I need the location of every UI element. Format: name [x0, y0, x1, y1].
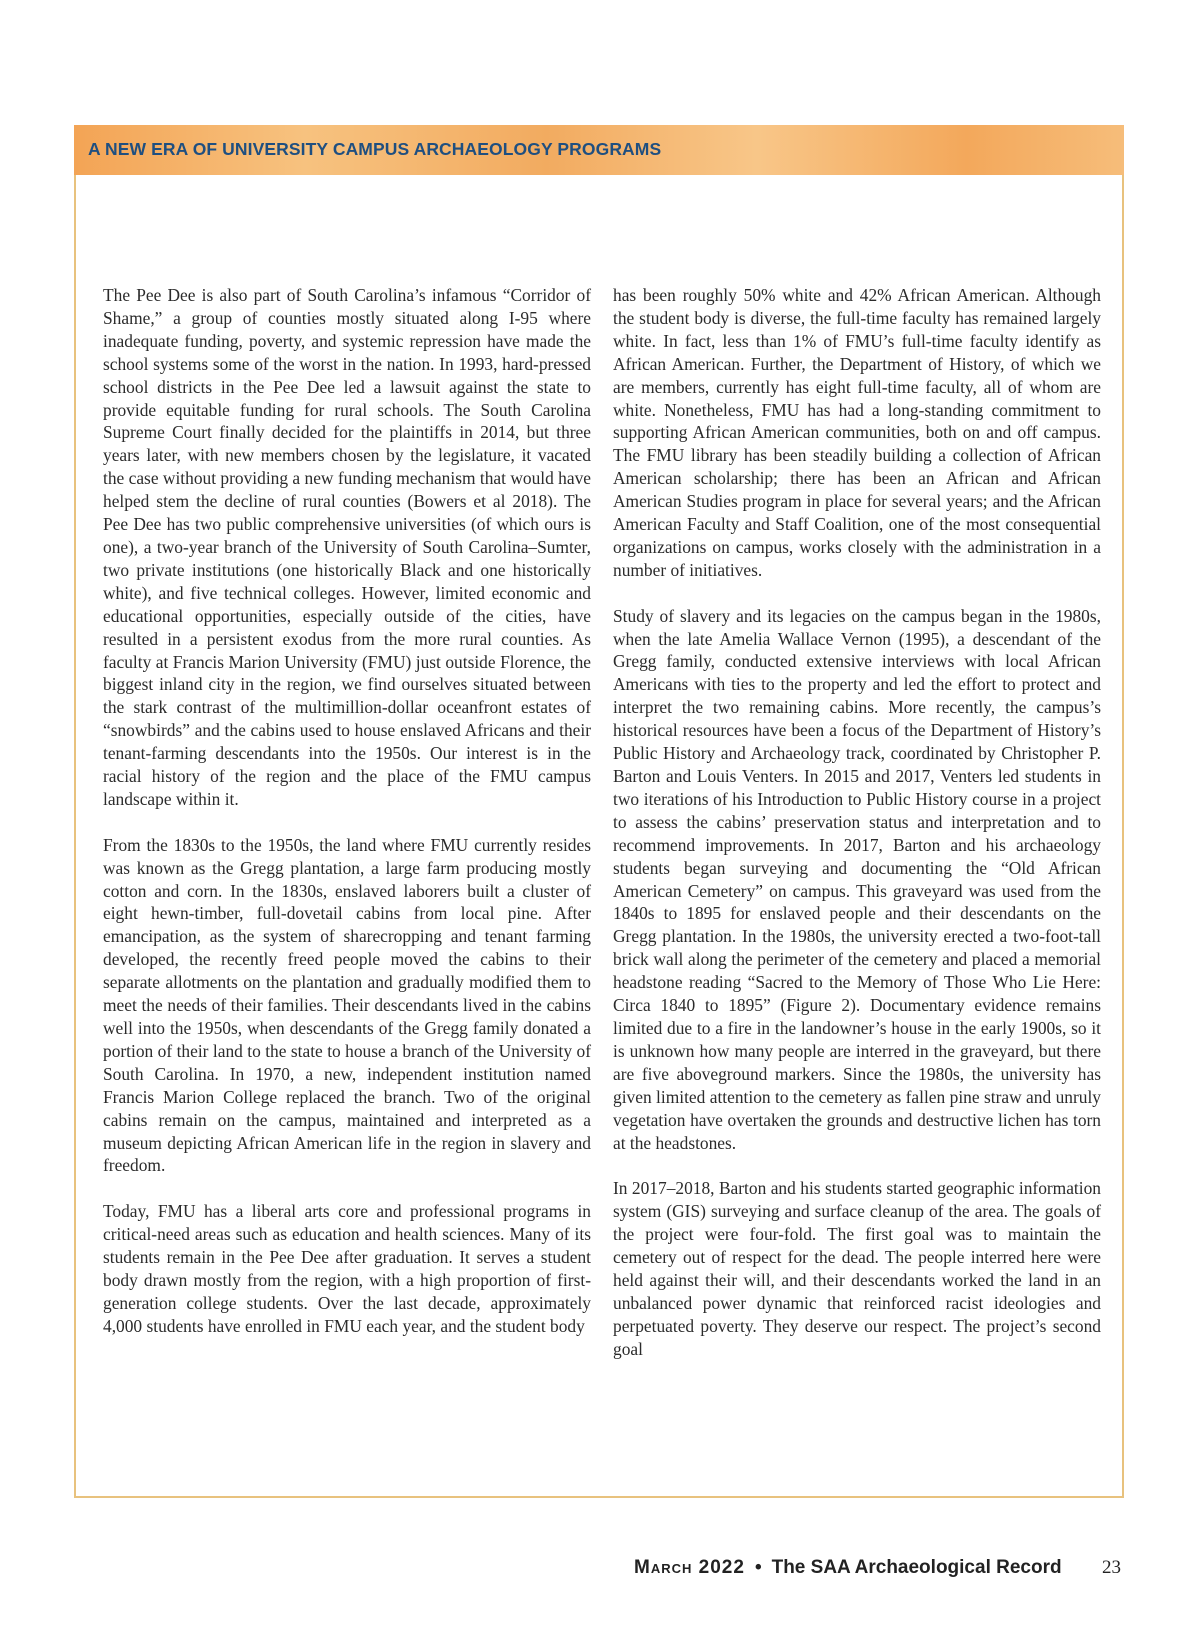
section-banner	[74, 125, 1124, 175]
publication-title: The SAA Archaeological Record	[771, 1557, 1062, 1578]
right-column	[613, 284, 1101, 1383]
body-paragraph: Today, FMU has a liberal arts core and professional programs in critical-need areas such as education and health sciences. Many of its students remain in the Pee Dee after graduation. It serves a student body drawn mostly from the region, with a high proportion of first-generation college students. Over the last decade, approximately 4,000 students have enrolled in FMU each year, and the student body	[103, 1201, 591, 1336]
body-paragraph: From the 1830s to the 1950s, the land where FMU currently resides was known as the Gregg plantation, a large farm producing mostly cotton and corn. In the 1830s, enslaved laborers built a cluster of eight hewn-timber, full-dovetail cabins from local pine. After emancipation, as the system of sharecropping and tenant farming developed, the recently freed people moved the cabins to their separate allotments on the plantation and gradually modified them to meet the needs of their families. Their descendants lived in the cabins well into the 1950s, when descendants of the Gregg family donated a portion of their land to the state to house a branch of the University of South Carolina. In 1970, a new, independent institution named Francis Marion College replaced the branch. Two of the original cabins remain on the campus, maintained and interpreted as a museum depicting African American life in the region in slavery and freedom.	[103, 834, 591, 1176]
footer-bullet: •	[754, 1557, 762, 1578]
page-footer	[634, 1557, 1062, 1579]
issue-date: March 2022	[634, 1557, 745, 1578]
body-paragraph: In 2017–2018, Barton and his students started geographic information system (GIS) surveying and surface cleanup of the area. The goals of the project were four-fold. The first goal was to maintain the cemetery out of respect for the dead. The people interred here were held against their will, and their descendants worked the land in an unbalanced power dynamic that reinforced racist ideologies and perpetuated poverty. They deserve our respect. The project’s second goal	[613, 1178, 1101, 1359]
body-paragraph: has been roughly 50% white and 42% African American. Although the student body is diverse, the full-time faculty has remained largely white. In fact, less than 1% of FMU’s full-time faculty identify as African American. Further, the Department of History, of which we are members, currently has eight full-time faculty, all of whom are white. Nonetheless, FMU has had a long-standing commitment to supporting African American communities, both on and off campus. The FMU library has been steadily building a collection of African American scholarship; there has been an African and African American Studies program in place for several years; and the African American Faculty and Staff Coalition, one of the most consequential organizations on campus, works closely with the administration in a number of initiatives.	[613, 285, 1101, 580]
page-number: 23	[1102, 1557, 1121, 1578]
body-paragraph: The Pee Dee is also part of South Carolina’s infamous “Corridor of Shame,” a group of counties mostly situated along I-95 where inadequate funding, poverty, and systemic repression have made the school systems some of the worst in the nation. In 1993, hard-pressed school districts in the Pee Dee led a lawsuit against the state to provide equitable funding for rural schools. The South Carolina Supreme Court finally decided for the plaintiffs in 2014, but three years later, with new members chosen by the legislature, it vacated the case without providing a new funding mechanism that would have helped stem the decline of rural counties (Bowers et al 2018). The Pee Dee has two public comprehensive universities (of which ours is one), a two-year branch of the University of South Carolina–Sumter, two private institutions (one historically Black and one historically white), and five technical colleges. However, limited economic and educational opportunities, especially outside of the cities, have resulted in a persistent exodus from the more rural counties. As faculty at Francis Marion University (FMU) just outside Florence, the biggest inland city in the region, we find ourselves situated between the stark contrast of the multimillion-dollar oceanfront estates of “snowbirds” and the cabins used to house enslaved Africans and their tenant-farming descendants into the 1950s. Our interest is in the racial history of the region and the place of the FMU campus landscape within it.	[103, 285, 591, 809]
body-paragraph: Study of slavery and its legacies on the campus began in the 1980s, when the late Amelia Wallace Vernon (1995), a descendant of the Gregg family, conducted extensive interviews with local African Americans with ties to the property and led the effort to protect and interpret the two remaining cabins. More recently, the campus’s historical resources have been a focus of the Department of History’s Public History and Archaeology track, coordinated by Christopher P. Barton and Louis Venters. In 2015 and 2017, Venters led students in two iterations of his Introduction to Public History course in a project to assess the cabins’ preservation status and interpretation and to recommend improvements. In 2017, Barton and his archaeology students began surveying and documenting the “Old African American Cemetery” on campus. This graveyard was used from the 1840s to 1895 for enslaved people and their descendants on the Gregg plantation. In the 1980s, the university erected a two-foot-tall brick wall along the perimeter of the cemetery and placed a memorial headstone reading “Sacred to the Memory of Those Who Lie Here: Circa 1840 to 1895” (Figure 2). Documentary evidence remains limited due to a fire in the landowner’s house in the early 1900s, so it is unknown how many people are interred in the graveyard, but there are five aboveground markers. Since the 1980s, the university has given limited attention to the cemetery as fallen pine straw and unruly vegetation have overtaken the grounds and destructive lichen has torn at the headstones.	[613, 605, 1101, 1153]
left-column	[103, 284, 591, 1361]
section-title: A NEW ERA OF UNIVERSITY CAMPUS ARCHAEOLOGY PROGRAMS	[88, 139, 662, 159]
